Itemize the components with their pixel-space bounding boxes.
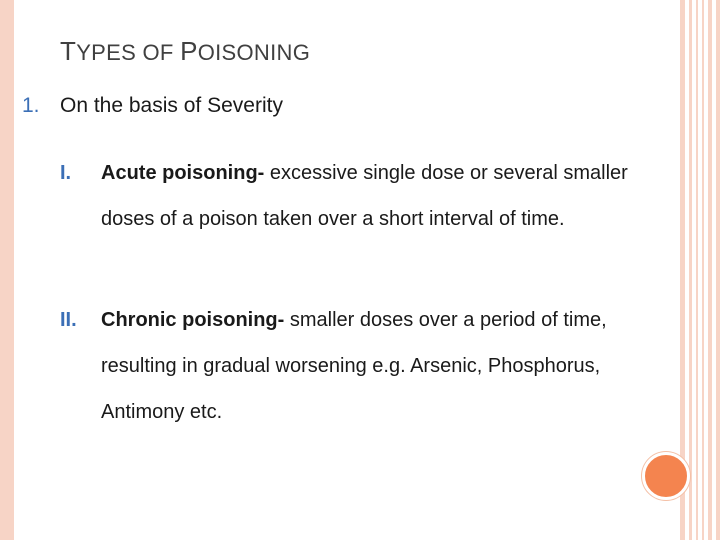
list-item-acute: [60, 150, 660, 242]
title-initial-p: P: [180, 36, 198, 66]
section-label: On the basis of Severity: [60, 94, 283, 117]
roman-numeral: I.: [60, 162, 72, 184]
left-frame-border: [0, 0, 14, 540]
item-term: Acute poisoning-: [101, 162, 265, 184]
frame-stripe: [689, 0, 692, 540]
title-initial-t: T: [60, 36, 77, 66]
roman-numeral: II.: [60, 309, 77, 331]
list-item-chronic: [60, 297, 660, 435]
section-number: 1.: [22, 94, 40, 117]
title-rest-2: OISONING: [197, 40, 311, 65]
item-term: Chronic poisoning-: [101, 309, 285, 331]
frame-stripe: [708, 0, 712, 540]
item-text: [101, 150, 660, 242]
item-description: smaller doses over a period of time, resulting in gradual worsening e.g. Arsenic, Phosphorus, Antimony etc.: [101, 309, 607, 423]
frame-stripe: [702, 0, 704, 540]
right-frame-stripes: [680, 0, 720, 540]
decorative-circle: [642, 452, 690, 500]
title-rest-1: YPES OF: [76, 40, 181, 65]
item-text: [101, 297, 660, 435]
frame-stripe: [716, 0, 720, 540]
frame-stripe: [696, 0, 698, 540]
item-description: excessive single dose or several smaller doses of a poison taken over a short interval of time.: [101, 162, 628, 230]
slide-title: [60, 36, 310, 67]
section-heading: [22, 94, 283, 118]
